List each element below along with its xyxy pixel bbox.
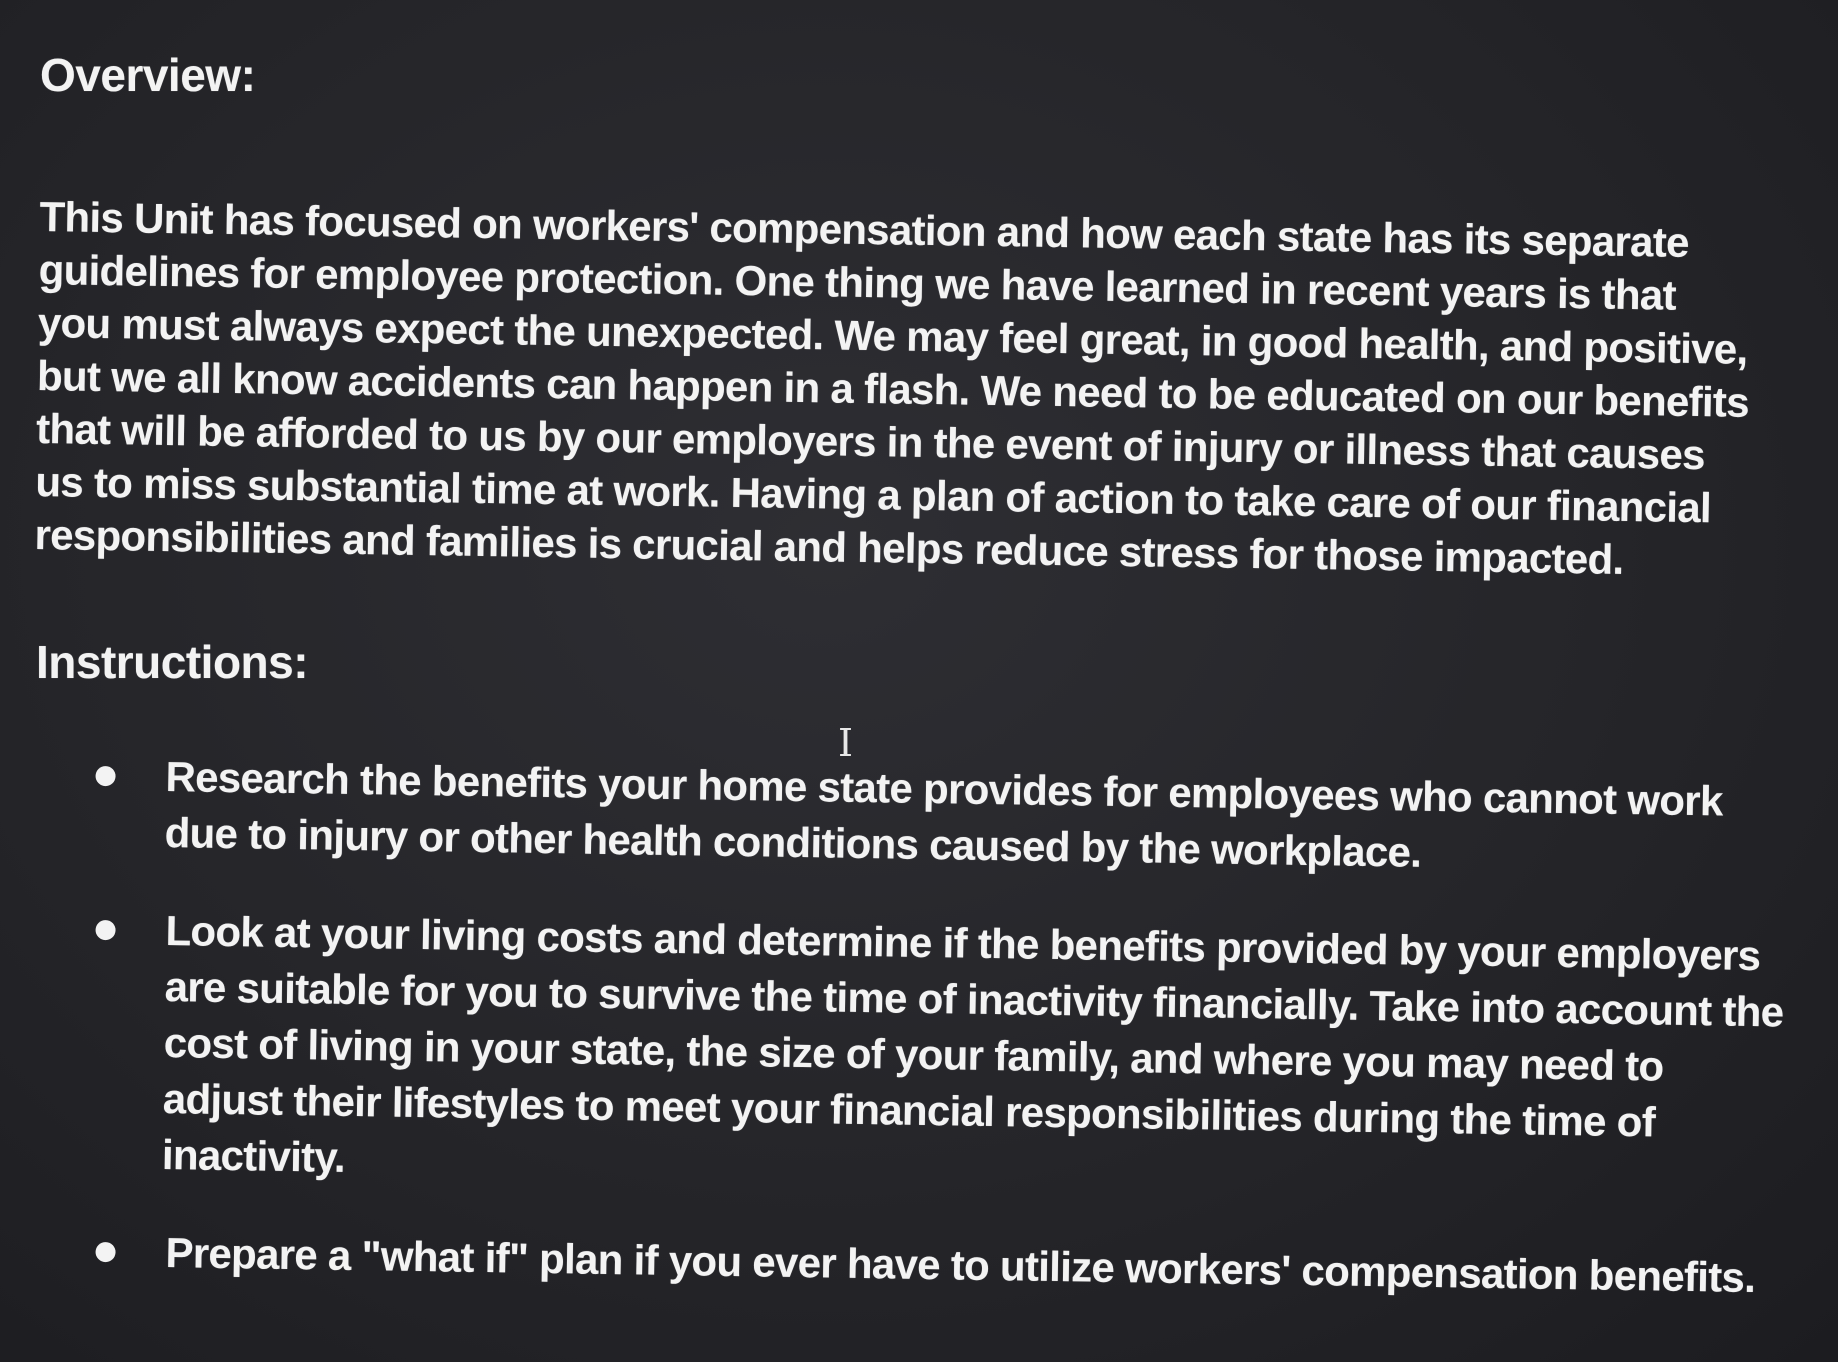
list-item[interactable] <box>34 747 1796 887</box>
list-item-text: Prepare a "what if" plan if you ever have to utilize workers' compensation benefits. <box>165 1229 1756 1302</box>
bullet-icon <box>95 766 115 786</box>
overview-heading: Overview: <box>40 49 256 101</box>
document-content <box>36 40 1796 1321</box>
bullet-icon <box>95 1242 115 1262</box>
instructions-heading: Instructions: <box>36 636 309 688</box>
list-item[interactable] <box>32 901 1796 1209</box>
list-item[interactable] <box>35 1223 1796 1307</box>
list-item-text: Look at your living costs and determine if the benefits provided by your employers are suitable for you to survive the time of inactivity financially. Take into account the cost of living in your state, the size of your family, and where you may need to adjust their lifestyles to meet your financial responsibilities during the time of inactivity. <box>161 907 1784 1181</box>
text-cursor-icon: I <box>838 721 854 765</box>
overview-paragraph[interactable]: This Unit has focused on workers' compensation and how each state has its separate guidelines for employee protection. One thing we have learned in recent years is that you must always expect the unexpected. We may feel great, in good health, and positive, but we all know accidents can happen in a flash. We need to be educated on our benefits that will be afforded to us by our employers in the event of injury or illness that causes us to miss substantial time at work. Having a plan of action to take care of our financial responsibilities and families is crucial and helps reduce stress for those impacted. <box>34 192 1750 583</box>
bullet-icon <box>95 920 115 940</box>
list-item-text: Research the benefits your home state provides for employees who cannot work due to injury or other health conditions caused by the workplace. <box>164 753 1723 876</box>
instructions-list <box>36 747 1796 1302</box>
